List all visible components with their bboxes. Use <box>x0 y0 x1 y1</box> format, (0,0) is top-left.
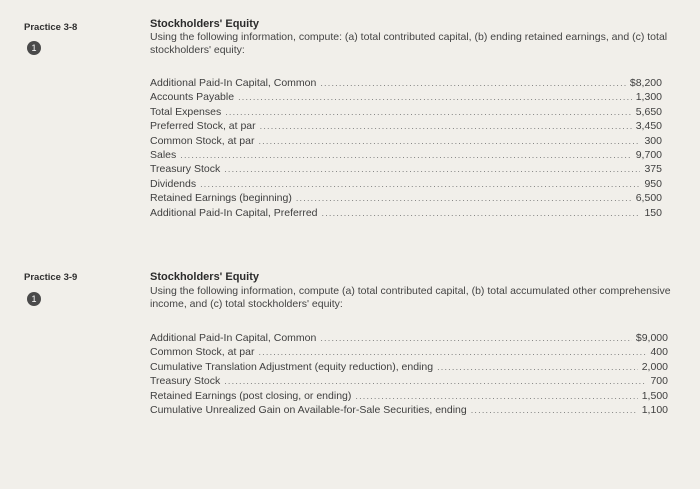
leader-dots <box>238 92 632 102</box>
account-value: 375 <box>644 163 662 176</box>
leader-dots <box>320 333 632 343</box>
account-value: 3,450 <box>635 120 662 133</box>
leader-dots <box>224 164 640 174</box>
account-name: Cumulative Unrealized Gain on Available-for-Sale Securities, ending <box>150 403 467 416</box>
learning-objective-badge: 1 <box>27 292 41 306</box>
exercise-heading: Stockholders' Equity <box>150 271 259 283</box>
account-name: Additional Paid-In Capital, Common <box>150 332 317 344</box>
account-value: 9,700 <box>635 148 662 161</box>
leader-dots <box>260 121 632 131</box>
list-item <box>150 135 662 149</box>
leader-dots <box>180 150 631 160</box>
account-list <box>150 332 668 418</box>
account-name: Common Stock, at par <box>150 134 255 147</box>
list-item <box>150 106 662 120</box>
list-item <box>150 404 668 418</box>
leader-dots <box>225 107 632 117</box>
account-value: 2,000 <box>641 360 668 373</box>
list-item <box>150 149 662 163</box>
account-name: Treasury Stock <box>150 375 221 388</box>
list-item <box>150 77 662 91</box>
account-name: Dividends <box>150 177 197 190</box>
leader-dots <box>437 362 638 372</box>
list-item <box>150 91 662 105</box>
list-item <box>150 361 668 375</box>
account-name: Accounts Payable <box>150 91 235 104</box>
list-item <box>150 346 668 360</box>
account-value: 300 <box>644 134 662 147</box>
list-item <box>150 163 662 177</box>
list-item <box>150 192 662 206</box>
account-name: Common Stock, at par <box>150 346 255 359</box>
exercise-label: Practice 3-9 <box>24 272 78 283</box>
account-name: Total Expenses <box>150 105 222 118</box>
leader-dots <box>258 347 646 357</box>
account-name: Retained Earnings (post closing, or ending) <box>150 389 352 402</box>
leader-dots <box>296 193 632 203</box>
account-name: Additional Paid-In Capital, Common <box>150 77 317 89</box>
account-value: $8,200 <box>629 77 662 89</box>
account-value: $9,000 <box>635 332 668 344</box>
leader-dots <box>200 179 640 189</box>
exercise-label: Practice 3-8 <box>24 22 78 33</box>
leader-dots <box>471 405 638 415</box>
list-item <box>150 178 662 192</box>
account-value: 950 <box>644 177 662 190</box>
account-list <box>150 77 662 221</box>
account-name: Treasury Stock <box>150 163 221 176</box>
account-name: Cumulative Translation Adjustment (equity reduction), ending <box>150 360 434 373</box>
account-value: 150 <box>644 206 662 219</box>
account-name: Preferred Stock, at par <box>150 120 256 133</box>
account-name: Retained Earnings (beginning) <box>150 192 292 205</box>
account-value: 5,650 <box>635 105 662 118</box>
exercise-instructions: Using the following information, compute (a) total contributed capital, (b) total accumulated other comprehensive income, and (c) total stockholders' equity: <box>150 285 671 310</box>
leader-dots <box>322 208 641 218</box>
leader-dots <box>258 136 640 146</box>
account-name: Sales <box>150 148 177 161</box>
account-value: 1,500 <box>641 389 668 402</box>
account-value: 1,100 <box>641 403 668 416</box>
learning-objective-badge: 1 <box>27 41 41 55</box>
leader-dots <box>320 78 626 88</box>
account-value: 400 <box>650 346 668 359</box>
exercise-heading: Stockholders' Equity <box>150 18 259 30</box>
leader-dots <box>224 376 646 386</box>
list-item <box>150 375 668 389</box>
list-item <box>150 332 668 346</box>
leader-dots <box>355 391 637 401</box>
account-value: 1,300 <box>635 91 662 104</box>
list-item <box>150 207 662 221</box>
account-value: 700 <box>650 375 668 388</box>
exercise-instructions: Using the following information, compute: (a) total contributed capital, (b) ending retained earnings, and (c) total stockholders' equity: <box>150 31 668 56</box>
list-item <box>150 390 668 404</box>
list-item <box>150 120 662 134</box>
account-value: 6,500 <box>635 192 662 205</box>
account-name: Additional Paid-In Capital, Preferred <box>150 206 318 219</box>
